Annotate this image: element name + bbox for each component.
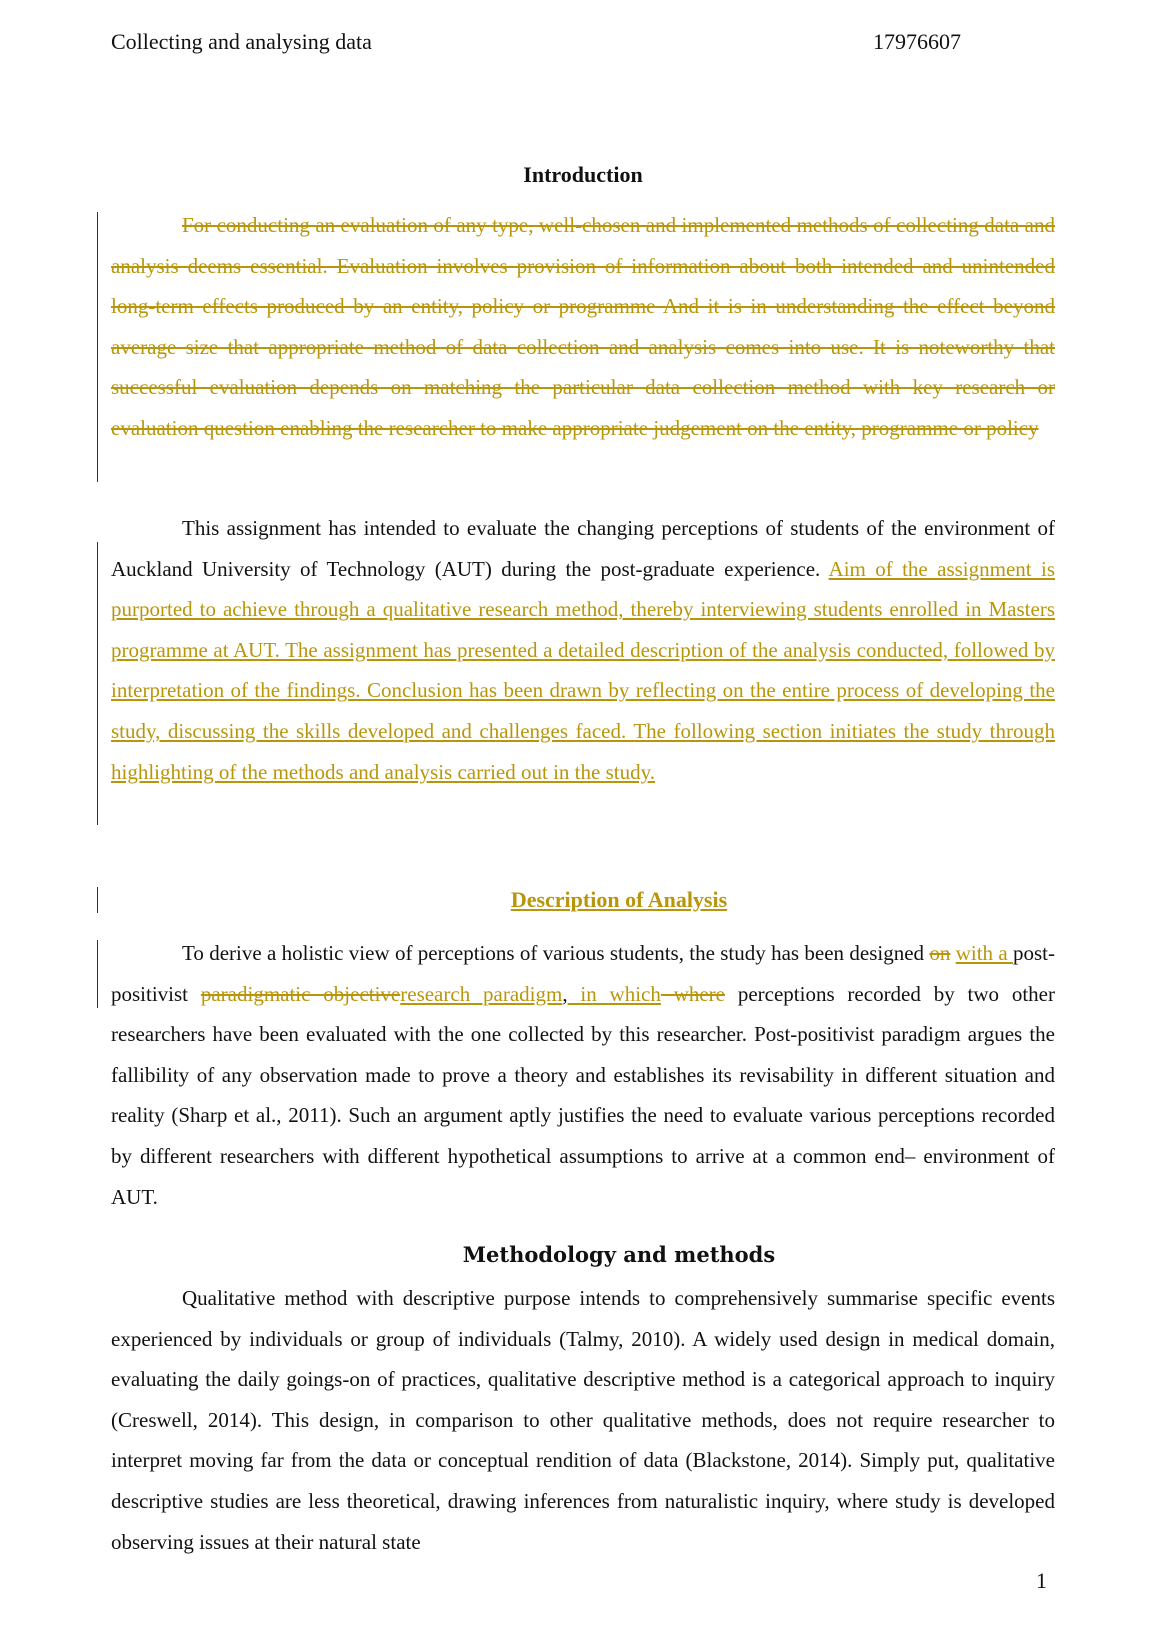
header-title: Collecting and analysing data: [111, 29, 372, 54]
introduction-paragraph: [111, 508, 1055, 792]
deleted-text: on: [929, 941, 951, 965]
methodology-paragraph: Qualitative method with descriptive purpose intends to comprehensively summarise specific events experienced by individuals or group of individuals (Talmy, 2010). A widely used design in medical domain, evaluating the daily goings-on of practices, qualitative descriptive method is a categorical approach to inquiry (Creswell, 2014). This design, in comparison to other qualitative methods, does not require researcher to interpret moving far from the data or conceptual rendition of data (Blackstone, 2014). Simply put, qualitative descriptive studies are less theoretical, drawing inferences from naturalistic inquiry, where study is developed observing issues at their natural state: [111, 1286, 1055, 1554]
inserted-text: Aim of the assignment is purported to achieve through a qualitative research method, thereby interviewing students enrolled in Masters programme at AUT. The assignment has presented a detailed description of the analysis conducted, followed by interpretation of the findings. Conclusion has been drawn by reflecting on the entire process of developing the study, discussing the skills developed and challenges faced. The following section initiates the study through highlighting of the methods and analysis carried out in the study.: [111, 556, 1055, 784]
analysis-text-rest: perceptions recorded by two other researchers have been evaluated with the one collected by this researcher. Post-positivist paradigm argues the fallibility of any observation made to prove a theory and establishes its revisability in different situation and reality (Sharp et al., 2011). Such an argument aptly justifies the need to evaluate various perceptions recorded by different researchers with different hypothetical assumptions to arrive at a common end– environment of AUT.: [111, 981, 1055, 1209]
change-bar: [97, 887, 98, 913]
deleted-text: paradigmatic objective: [200, 981, 401, 1006]
inserted-text: research paradigm: [400, 981, 563, 1006]
introduction-text: This assignment has intended to evaluate the changing perceptions of students of the environment of Auckland University of Technology (AUT) during the post-graduate experience.: [111, 516, 1055, 581]
inserted-text: with a: [955, 941, 1013, 965]
analysis-paragraph: [111, 933, 1055, 1217]
analysis-text-start: To derive a holistic view of perceptions of various students, the study has been designed: [182, 941, 930, 965]
deleted-text: where: [660, 981, 725, 1006]
change-bar: [97, 542, 98, 825]
change-bar: [97, 212, 98, 482]
analysis-text: post-positivist: [111, 941, 1055, 1006]
page-number: 1: [1036, 1568, 1047, 1593]
inserted-text: in which: [567, 981, 661, 1006]
introduction-heading: Introduction: [523, 162, 643, 187]
header-student-id: 17976607: [873, 29, 961, 54]
analysis-comma: ,: [562, 981, 568, 1006]
introduction-deleted-paragraph: [111, 205, 1055, 449]
change-bar: [97, 940, 98, 1008]
inserted-heading: Description of Analysis: [510, 887, 728, 912]
deleted-text: For conducting an evaluation of any type, well-chosen and implemented methods of collecting data and analysis deems essential. Evaluation involves provision of information about both intended and unintended long-term effects produced by an entity, policy or programme And it is in understanding the effect beyond average size that appropriate method of data collection and analysis comes into use. It is noteworthy that successful evaluation depends on matching the particular data collection method with key research or evaluation question enabling the researcher to make appropriate judgement on the entity, programme or policy: [111, 213, 1055, 440]
methodology-heading: Methodology and methods: [462, 1242, 776, 1267]
analysis-heading: [147, 886, 1091, 914]
